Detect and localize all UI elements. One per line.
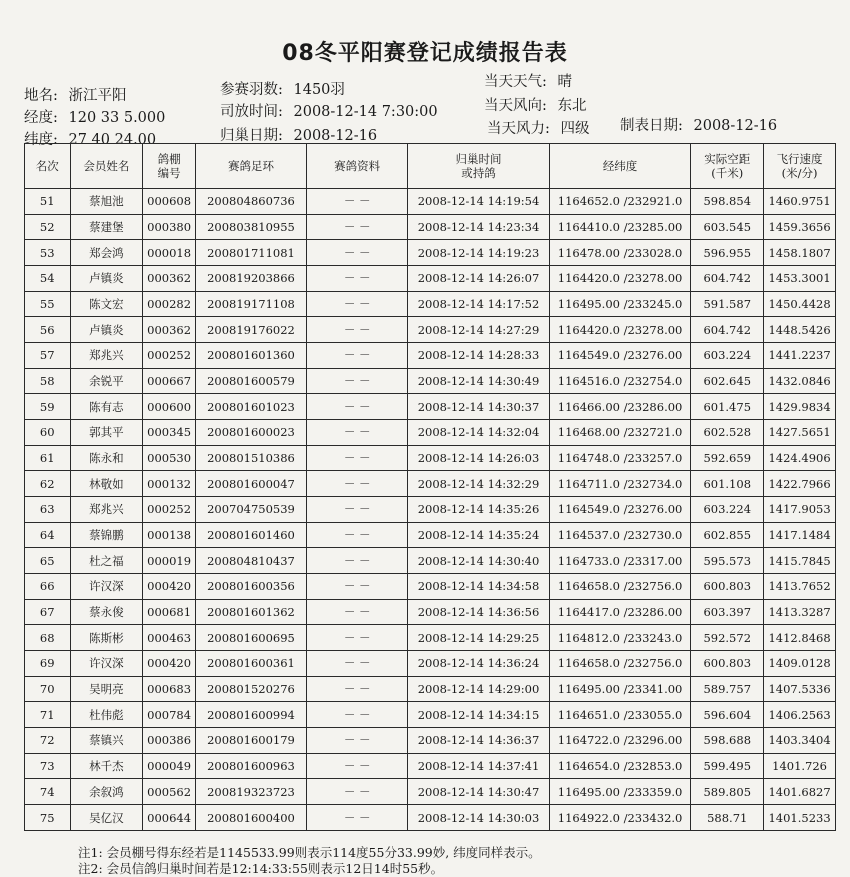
table-row bbox=[25, 753, 836, 779]
rank-cell: 54 bbox=[25, 266, 71, 292]
coordinates-cell: 116495.00 /233359.0 bbox=[549, 779, 691, 805]
member-name-cell: 吴明亮 bbox=[70, 676, 143, 702]
info-return-date bbox=[220, 124, 377, 145]
ring-number-cell: 200801600356 bbox=[195, 574, 306, 600]
arrival-time-cell: 2008-12-14 14:26:03 bbox=[408, 445, 550, 471]
arrival-time-cell: 2008-12-14 14:35:26 bbox=[408, 497, 550, 523]
distance-cell: 596.955 bbox=[691, 240, 764, 266]
arrival-time-cell: 2008-12-14 14:26:07 bbox=[408, 266, 550, 292]
coordinates-cell: 1164417.0 /23286.00 bbox=[549, 599, 691, 625]
info-location bbox=[24, 84, 127, 105]
speed-cell: 1401.726 bbox=[764, 753, 836, 779]
member-name-cell: 蔡旭池 bbox=[70, 189, 143, 215]
info-weather bbox=[484, 70, 572, 91]
made-date-value: 2008-12-16 bbox=[693, 118, 778, 134]
pigeon-info-cell: － － bbox=[307, 625, 408, 651]
member-name-cell: 蔡永俊 bbox=[70, 599, 143, 625]
coordinates-cell: 1164748.0 /233257.0 bbox=[549, 445, 691, 471]
table-row bbox=[25, 291, 836, 317]
speed-cell: 1409.0128 bbox=[764, 651, 836, 677]
ring-number-cell: 200801601023 bbox=[195, 394, 306, 420]
rank-cell: 71 bbox=[25, 702, 71, 728]
count-value: 1450羽 bbox=[293, 82, 345, 98]
loft-number-cell: 000644 bbox=[143, 805, 196, 831]
rank-cell: 56 bbox=[25, 317, 71, 343]
rank-cell: 70 bbox=[25, 676, 71, 702]
distance-cell: 592.572 bbox=[691, 625, 764, 651]
pigeon-info-cell: － － bbox=[307, 651, 408, 677]
ring-number-cell: 200801600023 bbox=[195, 420, 306, 446]
pigeon-info-cell: － － bbox=[307, 317, 408, 343]
loft-number-cell: 000608 bbox=[143, 189, 196, 215]
loft-number-cell: 000463 bbox=[143, 625, 196, 651]
distance-cell: 602.645 bbox=[691, 368, 764, 394]
loft-number-cell: 000362 bbox=[143, 266, 196, 292]
coordinates-cell: 1164652.0 /232921.0 bbox=[549, 189, 691, 215]
pigeon-info-cell: － － bbox=[307, 291, 408, 317]
member-name-cell: 林千杰 bbox=[70, 753, 143, 779]
pigeon-info-cell: － － bbox=[307, 368, 408, 394]
speed-cell: 1424.4906 bbox=[764, 445, 836, 471]
location-value: 浙江平阳 bbox=[68, 88, 127, 104]
rank-cell: 68 bbox=[25, 625, 71, 651]
arrival-time-cell: 2008-12-14 14:34:58 bbox=[408, 574, 550, 600]
arrival-time-cell: 2008-12-14 14:35:24 bbox=[408, 522, 550, 548]
distance-cell: 598.854 bbox=[691, 189, 764, 215]
arrival-time-cell: 2008-12-14 14:34:15 bbox=[408, 702, 550, 728]
distance-cell: 603.397 bbox=[691, 599, 764, 625]
coordinates-cell: 1164516.0 /232754.0 bbox=[549, 368, 691, 394]
pigeon-info-cell: － － bbox=[307, 497, 408, 523]
ring-number-cell: 200819323723 bbox=[195, 779, 306, 805]
arrival-time-cell: 2008-12-14 14:36:56 bbox=[408, 599, 550, 625]
distance-cell: 598.688 bbox=[691, 728, 764, 754]
speed-cell: 1450.4428 bbox=[764, 291, 836, 317]
table-row bbox=[25, 266, 836, 292]
loft-number-cell: 000252 bbox=[143, 497, 196, 523]
table-row bbox=[25, 214, 836, 240]
speed-cell: 1460.9751 bbox=[764, 189, 836, 215]
rank-cell: 61 bbox=[25, 445, 71, 471]
coordinates-cell: 1164922.0 /233432.0 bbox=[549, 805, 691, 831]
distance-cell: 592.659 bbox=[691, 445, 764, 471]
header-info: 赛鸽资料 bbox=[307, 144, 408, 189]
coordinates-cell: 1164420.0 /23278.00 bbox=[549, 317, 691, 343]
info-count bbox=[220, 78, 345, 99]
ring-number-cell: 200804810437 bbox=[195, 548, 306, 574]
loft-number-cell: 000345 bbox=[143, 420, 196, 446]
ring-number-cell: 200801600579 bbox=[195, 368, 306, 394]
pigeon-info-cell: － － bbox=[307, 728, 408, 754]
header-coords: 经纬度 bbox=[549, 144, 691, 189]
table-row bbox=[25, 599, 836, 625]
distance-cell: 603.545 bbox=[691, 214, 764, 240]
distance-cell: 601.108 bbox=[691, 471, 764, 497]
speed-cell: 1406.2563 bbox=[764, 702, 836, 728]
coordinates-cell: 1164410.0 /23285.00 bbox=[549, 214, 691, 240]
ring-number-cell: 200801600179 bbox=[195, 728, 306, 754]
pigeon-info-cell: － － bbox=[307, 779, 408, 805]
coordinates-cell: 1164651.0 /233055.0 bbox=[549, 702, 691, 728]
arrival-time-cell: 2008-12-14 14:30:40 bbox=[408, 548, 550, 574]
coordinates-cell: 1164722.0 /23296.00 bbox=[549, 728, 691, 754]
header-ring: 赛鸽足环 bbox=[195, 144, 306, 189]
ring-number-cell: 200801600695 bbox=[195, 625, 306, 651]
arrival-time-cell: 2008-12-14 14:30:47 bbox=[408, 779, 550, 805]
speed-cell: 1412.8468 bbox=[764, 625, 836, 651]
speed-cell: 1413.3287 bbox=[764, 599, 836, 625]
coordinates-cell: 1164658.0 /232756.0 bbox=[549, 574, 691, 600]
arrival-time-cell: 2008-12-14 14:27:29 bbox=[408, 317, 550, 343]
table-row bbox=[25, 497, 836, 523]
speed-cell: 1415.7845 bbox=[764, 548, 836, 574]
table-row bbox=[25, 651, 836, 677]
pigeon-info-cell: － － bbox=[307, 214, 408, 240]
table-row bbox=[25, 522, 836, 548]
loft-number-cell: 000600 bbox=[143, 394, 196, 420]
speed-cell: 1403.3404 bbox=[764, 728, 836, 754]
distance-cell: 589.805 bbox=[691, 779, 764, 805]
rank-cell: 57 bbox=[25, 343, 71, 369]
rank-cell: 72 bbox=[25, 728, 71, 754]
rank-cell: 67 bbox=[25, 599, 71, 625]
info-wind-direction bbox=[484, 94, 587, 115]
table-row bbox=[25, 420, 836, 446]
table-body bbox=[25, 189, 836, 831]
coordinates-cell: 1164537.0 /232730.0 bbox=[549, 522, 691, 548]
wind-direction-label: 当天风向: bbox=[484, 98, 547, 114]
longitude-value: 120 33 5.000 bbox=[68, 110, 166, 126]
ring-number-cell: 200801600963 bbox=[195, 753, 306, 779]
member-name-cell: 蔡建堡 bbox=[70, 214, 143, 240]
rank-cell: 75 bbox=[25, 805, 71, 831]
speed-cell: 1441.2237 bbox=[764, 343, 836, 369]
rank-cell: 51 bbox=[25, 189, 71, 215]
info-release bbox=[220, 100, 438, 121]
footnotes bbox=[78, 845, 541, 877]
member-name-cell: 蔡锦鹏 bbox=[70, 522, 143, 548]
ring-number-cell: 200804860736 bbox=[195, 189, 306, 215]
arrival-time-cell: 2008-12-14 14:36:37 bbox=[408, 728, 550, 754]
loft-number-cell: 000681 bbox=[143, 599, 196, 625]
arrival-time-cell: 2008-12-14 14:17:52 bbox=[408, 291, 550, 317]
ring-number-cell: 200803810955 bbox=[195, 214, 306, 240]
loft-number-cell: 000019 bbox=[143, 548, 196, 574]
table-row bbox=[25, 368, 836, 394]
loft-number-cell: 000138 bbox=[143, 522, 196, 548]
table-header-row bbox=[25, 144, 836, 189]
member-name-cell: 陈文宏 bbox=[70, 291, 143, 317]
pigeon-info-cell: － － bbox=[307, 240, 408, 266]
pigeon-info-cell: － － bbox=[307, 189, 408, 215]
wind-direction-value: 东北 bbox=[557, 98, 587, 114]
arrival-time-cell: 2008-12-14 14:32:04 bbox=[408, 420, 550, 446]
arrival-time-cell: 2008-12-14 14:30:49 bbox=[408, 368, 550, 394]
ring-number-cell: 200819176022 bbox=[195, 317, 306, 343]
rank-cell: 73 bbox=[25, 753, 71, 779]
arrival-time-cell: 2008-12-14 14:37:41 bbox=[408, 753, 550, 779]
table-row bbox=[25, 625, 836, 651]
ring-number-cell: 200819171108 bbox=[195, 291, 306, 317]
member-name-cell: 余叙鸿 bbox=[70, 779, 143, 805]
member-name-cell: 陈永和 bbox=[70, 445, 143, 471]
table-row bbox=[25, 574, 836, 600]
speed-cell: 1413.7652 bbox=[764, 574, 836, 600]
info-longitude bbox=[24, 106, 165, 127]
rank-cell: 74 bbox=[25, 779, 71, 805]
pigeon-info-cell: － － bbox=[307, 702, 408, 728]
speed-cell: 1459.3656 bbox=[764, 214, 836, 240]
member-name-cell: 卢镇炎 bbox=[70, 317, 143, 343]
coordinates-cell: 116466.00 /23286.00 bbox=[549, 394, 691, 420]
speed-cell: 1458.1807 bbox=[764, 240, 836, 266]
ring-number-cell: 200801510386 bbox=[195, 445, 306, 471]
pigeon-info-cell: － － bbox=[307, 343, 408, 369]
location-label: 地名: bbox=[24, 88, 58, 104]
wind-force-label: 当天风力: bbox=[487, 121, 550, 137]
pigeon-info-cell: － － bbox=[307, 753, 408, 779]
member-name-cell: 林敬如 bbox=[70, 471, 143, 497]
header-rank: 名次 bbox=[25, 144, 71, 189]
arrival-time-cell: 2008-12-14 14:28:33 bbox=[408, 343, 550, 369]
distance-cell: 591.587 bbox=[691, 291, 764, 317]
arrival-time-cell: 2008-12-14 14:32:29 bbox=[408, 471, 550, 497]
loft-number-cell: 000420 bbox=[143, 574, 196, 600]
table-row bbox=[25, 471, 836, 497]
distance-cell: 604.742 bbox=[691, 317, 764, 343]
member-name-cell: 许汉深 bbox=[70, 574, 143, 600]
member-name-cell: 郑会鸿 bbox=[70, 240, 143, 266]
report-title: 08冬平阳赛登记成绩报告表 bbox=[282, 41, 568, 66]
rank-cell: 60 bbox=[25, 420, 71, 446]
loft-number-cell: 000252 bbox=[143, 343, 196, 369]
table-row bbox=[25, 805, 836, 831]
ring-number-cell: 200801601362 bbox=[195, 599, 306, 625]
coordinates-cell: 116478.00 /233028.0 bbox=[549, 240, 691, 266]
speed-cell: 1429.9834 bbox=[764, 394, 836, 420]
speed-cell: 1401.5233 bbox=[764, 805, 836, 831]
footnote-2: 注2: 会员信鸽归巢时间若是12:14:33:55则表示12日14时55秒。 bbox=[78, 861, 444, 876]
pigeon-info-cell: － － bbox=[307, 266, 408, 292]
results-table bbox=[24, 143, 836, 831]
member-name-cell: 蔡镇兴 bbox=[70, 728, 143, 754]
member-name-cell: 郭其平 bbox=[70, 420, 143, 446]
rank-cell: 65 bbox=[25, 548, 71, 574]
coordinates-cell: 1164733.0 /23317.00 bbox=[549, 548, 691, 574]
release-label: 司放时间: bbox=[220, 104, 283, 120]
speed-cell: 1417.1484 bbox=[764, 522, 836, 548]
rank-cell: 64 bbox=[25, 522, 71, 548]
loft-number-cell: 000420 bbox=[143, 651, 196, 677]
distance-cell: 603.224 bbox=[691, 497, 764, 523]
ring-number-cell: 200801711081 bbox=[195, 240, 306, 266]
coordinates-cell: 1164654.0 /232853.0 bbox=[549, 753, 691, 779]
table-row bbox=[25, 779, 836, 805]
ring-number-cell: 200819203866 bbox=[195, 266, 306, 292]
rank-cell: 59 bbox=[25, 394, 71, 420]
info-made-date bbox=[620, 114, 777, 135]
arrival-time-cell: 2008-12-14 14:30:37 bbox=[408, 394, 550, 420]
header-distance: 实际空距 (千米) bbox=[691, 144, 764, 189]
latitude-label: 纬度: bbox=[24, 132, 58, 148]
header-speed: 飞行速度 (米/分) bbox=[764, 144, 836, 189]
weather-value: 晴 bbox=[557, 74, 572, 90]
table-row bbox=[25, 445, 836, 471]
ring-number-cell: 200801600994 bbox=[195, 702, 306, 728]
coordinates-cell: 1164549.0 /23276.00 bbox=[549, 343, 691, 369]
ring-number-cell: 200801600400 bbox=[195, 805, 306, 831]
table-row bbox=[25, 317, 836, 343]
rank-cell: 58 bbox=[25, 368, 71, 394]
distance-cell: 599.495 bbox=[691, 753, 764, 779]
arrival-time-cell: 2008-12-14 14:29:25 bbox=[408, 625, 550, 651]
speed-cell: 1427.5651 bbox=[764, 420, 836, 446]
coordinates-cell: 1164812.0 /233243.0 bbox=[549, 625, 691, 651]
latitude-value: 27 40 24.00 bbox=[68, 132, 157, 148]
header-loft: 鸽棚 编号 bbox=[143, 144, 196, 189]
ring-number-cell: 200801600361 bbox=[195, 651, 306, 677]
rank-cell: 62 bbox=[25, 471, 71, 497]
member-name-cell: 杜之福 bbox=[70, 548, 143, 574]
loft-number-cell: 000530 bbox=[143, 445, 196, 471]
pigeon-info-cell: － － bbox=[307, 522, 408, 548]
loft-number-cell: 000380 bbox=[143, 214, 196, 240]
speed-cell: 1401.6827 bbox=[764, 779, 836, 805]
arrival-time-cell: 2008-12-14 14:23:34 bbox=[408, 214, 550, 240]
member-name-cell: 余锐平 bbox=[70, 368, 143, 394]
table-row bbox=[25, 343, 836, 369]
loft-number-cell: 000386 bbox=[143, 728, 196, 754]
arrival-time-cell: 2008-12-14 14:36:24 bbox=[408, 651, 550, 677]
pigeon-info-cell: － － bbox=[307, 599, 408, 625]
arrival-time-cell: 2008-12-14 14:19:23 bbox=[408, 240, 550, 266]
pigeon-info-cell: － － bbox=[307, 471, 408, 497]
ring-number-cell: 200801600047 bbox=[195, 471, 306, 497]
loft-number-cell: 000562 bbox=[143, 779, 196, 805]
pigeon-info-cell: － － bbox=[307, 574, 408, 600]
release-value: 2008-12-14 7:30:00 bbox=[293, 104, 438, 120]
return-date-label: 归巢日期: bbox=[220, 128, 283, 144]
info-wind-force bbox=[487, 117, 590, 138]
speed-cell: 1417.9053 bbox=[764, 497, 836, 523]
distance-cell: 602.528 bbox=[691, 420, 764, 446]
table-row bbox=[25, 189, 836, 215]
coordinates-cell: 1164711.0 /232734.0 bbox=[549, 471, 691, 497]
distance-cell: 595.573 bbox=[691, 548, 764, 574]
count-label: 参赛羽数: bbox=[220, 82, 283, 98]
table-row bbox=[25, 702, 836, 728]
coordinates-cell: 1164420.0 /23278.00 bbox=[549, 266, 691, 292]
ring-number-cell: 200704750539 bbox=[195, 497, 306, 523]
rank-cell: 53 bbox=[25, 240, 71, 266]
return-date-value: 2008-12-16 bbox=[293, 128, 378, 144]
distance-cell: 603.224 bbox=[691, 343, 764, 369]
loft-number-cell: 000132 bbox=[143, 471, 196, 497]
rank-cell: 69 bbox=[25, 651, 71, 677]
distance-cell: 589.757 bbox=[691, 676, 764, 702]
table-row bbox=[25, 548, 836, 574]
member-name-cell: 郑兆兴 bbox=[70, 497, 143, 523]
ring-number-cell: 200801601360 bbox=[195, 343, 306, 369]
rank-cell: 52 bbox=[25, 214, 71, 240]
distance-cell: 604.742 bbox=[691, 266, 764, 292]
table-row bbox=[25, 240, 836, 266]
ring-number-cell: 200801520276 bbox=[195, 676, 306, 702]
coordinates-cell: 1164658.0 /232756.0 bbox=[549, 651, 691, 677]
distance-cell: 588.71 bbox=[691, 805, 764, 831]
loft-number-cell: 000683 bbox=[143, 676, 196, 702]
loft-number-cell: 000667 bbox=[143, 368, 196, 394]
member-name-cell: 许汉深 bbox=[70, 651, 143, 677]
header-time: 归巢时间 或持鸽 bbox=[408, 144, 550, 189]
arrival-time-cell: 2008-12-14 14:29:00 bbox=[408, 676, 550, 702]
distance-cell: 600.803 bbox=[691, 574, 764, 600]
coordinates-cell: 116495.00 /23341.00 bbox=[549, 676, 691, 702]
loft-number-cell: 000362 bbox=[143, 317, 196, 343]
speed-cell: 1448.5426 bbox=[764, 317, 836, 343]
longitude-label: 经度: bbox=[24, 110, 58, 126]
coordinates-cell: 1164549.0 /23276.00 bbox=[549, 497, 691, 523]
member-name-cell: 陈斯彬 bbox=[70, 625, 143, 651]
distance-cell: 602.855 bbox=[691, 522, 764, 548]
header-member: 会员姓名 bbox=[70, 144, 143, 189]
pigeon-info-cell: － － bbox=[307, 676, 408, 702]
pigeon-info-cell: － － bbox=[307, 394, 408, 420]
pigeon-info-cell: － － bbox=[307, 420, 408, 446]
wind-force-value: 四级 bbox=[560, 121, 590, 137]
member-name-cell: 吴亿汉 bbox=[70, 805, 143, 831]
arrival-time-cell: 2008-12-14 14:30:03 bbox=[408, 805, 550, 831]
pigeon-info-cell: － － bbox=[307, 445, 408, 471]
member-name-cell: 郑兆兴 bbox=[70, 343, 143, 369]
member-name-cell: 杜伟彪 bbox=[70, 702, 143, 728]
loft-number-cell: 000018 bbox=[143, 240, 196, 266]
loft-number-cell: 000049 bbox=[143, 753, 196, 779]
ring-number-cell: 200801601460 bbox=[195, 522, 306, 548]
arrival-time-cell: 2008-12-14 14:19:54 bbox=[408, 189, 550, 215]
speed-cell: 1453.3001 bbox=[764, 266, 836, 292]
table-row bbox=[25, 728, 836, 754]
coordinates-cell: 116468.00 /232721.0 bbox=[549, 420, 691, 446]
table-row bbox=[25, 676, 836, 702]
distance-cell: 600.803 bbox=[691, 651, 764, 677]
coordinates-cell: 116495.00 /233245.0 bbox=[549, 291, 691, 317]
table-row bbox=[25, 394, 836, 420]
footnote-1: 注1: 会员棚号得东经若是1145533.99则表示114度55分33.99妙, 纬度同样表示。 bbox=[78, 845, 541, 860]
pigeon-info-cell: － － bbox=[307, 805, 408, 831]
speed-cell: 1422.7966 bbox=[764, 471, 836, 497]
weather-label: 当天天气: bbox=[484, 74, 547, 90]
loft-number-cell: 000282 bbox=[143, 291, 196, 317]
distance-cell: 601.475 bbox=[691, 394, 764, 420]
speed-cell: 1407.5336 bbox=[764, 676, 836, 702]
made-date-label: 制表日期: bbox=[620, 118, 683, 134]
member-name-cell: 卢镇炎 bbox=[70, 266, 143, 292]
rank-cell: 55 bbox=[25, 291, 71, 317]
distance-cell: 596.604 bbox=[691, 702, 764, 728]
rank-cell: 63 bbox=[25, 497, 71, 523]
rank-cell: 66 bbox=[25, 574, 71, 600]
speed-cell: 1432.0846 bbox=[764, 368, 836, 394]
loft-number-cell: 000784 bbox=[143, 702, 196, 728]
member-name-cell: 陈有志 bbox=[70, 394, 143, 420]
pigeon-info-cell: － － bbox=[307, 548, 408, 574]
